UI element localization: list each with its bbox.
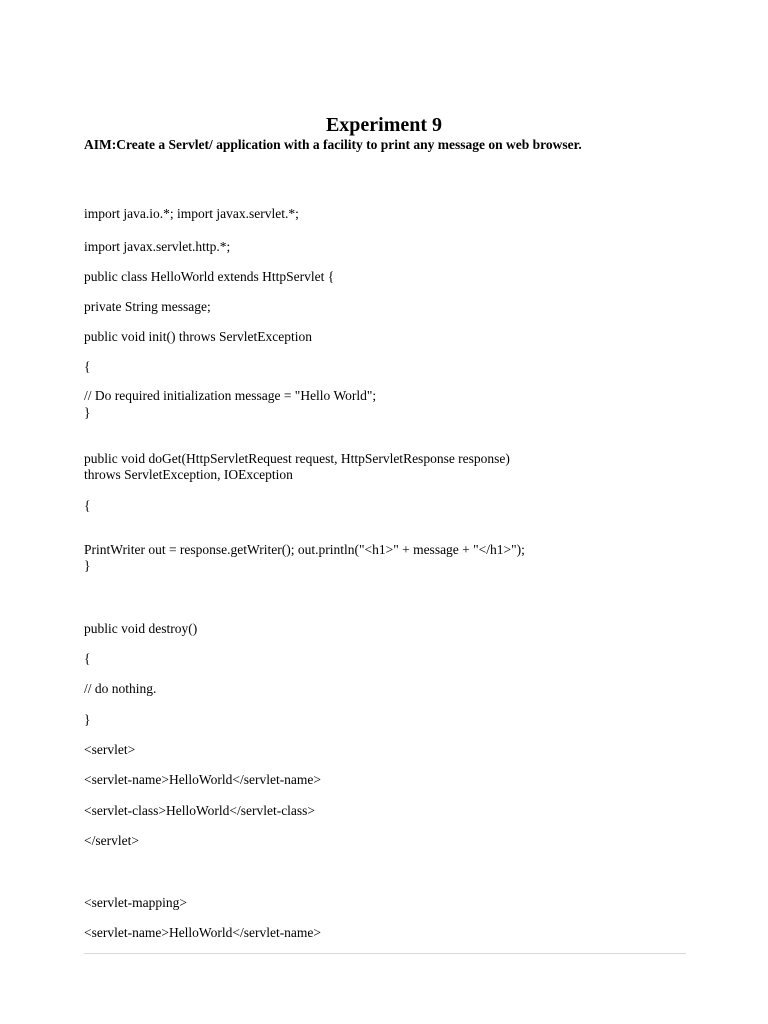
code-line: } [84,558,91,573]
code-line: public void doGet(HttpServletRequest request, HttpServletResponse response) [84,451,510,466]
code-line: // do nothing. [84,681,157,696]
page-divider [84,953,686,954]
code-line: <servlet-name>HelloWorld</servlet-name> [84,925,322,940]
code-line: { [84,359,91,374]
code-line: { [84,651,91,666]
code-line: public void init() throws ServletException [84,329,312,344]
code-line: <servlet> [84,742,136,757]
code-line: PrintWriter out = response.getWriter(); out.println("<h1>" + message + "</h1>"); [84,542,525,557]
code-line: <servlet-class>HelloWorld</servlet-class> [84,803,316,818]
code-line: <servlet-mapping> [84,895,187,910]
code-line: { [84,498,91,513]
code-line: import java.io.*; import javax.servlet.*; [84,206,299,221]
aim-statement: AIM:Create a Servlet/ application with a facility to print any message on web browser. [84,137,582,152]
code-line: private String message; [84,299,211,314]
code-line: } [84,712,91,727]
code-line: public class HelloWorld extends HttpServlet { [84,269,335,284]
page-title: Experiment 9 [325,114,443,136]
code-line: throws ServletException, IOException [84,467,293,482]
code-line: public void destroy() [84,621,198,636]
code-line: </servlet> [84,833,139,848]
code-line: } [84,405,91,420]
code-line: import javax.servlet.http.*; [84,239,231,254]
code-line: <servlet-name>HelloWorld</servlet-name> [84,772,322,787]
code-line: // Do required initialization message = "Hello World"; [84,388,377,403]
